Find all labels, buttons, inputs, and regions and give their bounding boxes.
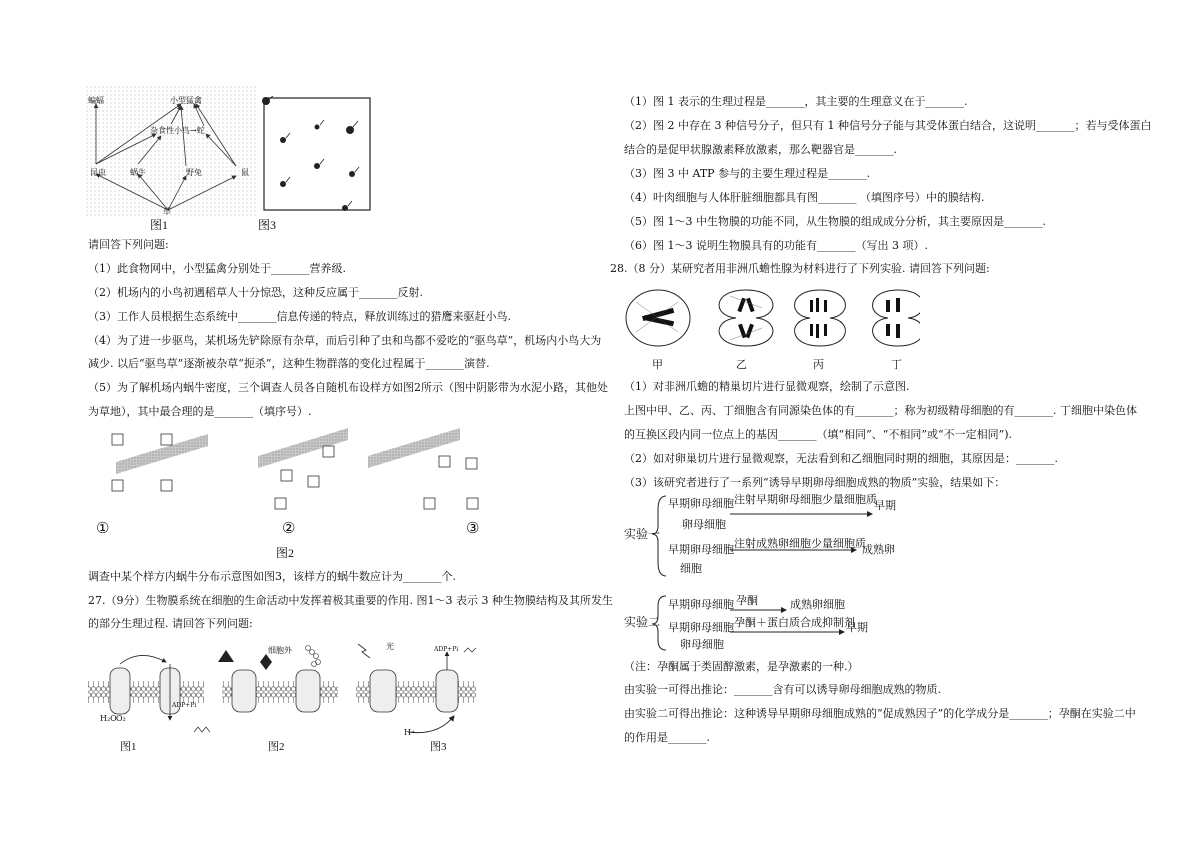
exp2-b1: 早期卵母细胞 [668, 622, 734, 634]
mem-label-o2: O₂ [116, 714, 126, 723]
mem-label-guang: 光 [386, 642, 394, 651]
fw-label-cao: 草 [163, 207, 171, 216]
mem-caption-1: 图1 [120, 741, 137, 753]
q26-4a: （4）为了进一步驱鸟，某机场先铲除原有杂草，而后引种了虫和鸟都不爱吃的“驱鸟草”，机场内小鸟大为 [88, 334, 602, 347]
q27-4: （4）叶肉细胞与人体肝脏细胞都具有图_______ （填图序号）中的膜结构. [624, 191, 985, 204]
exp-conclusion-2b: 的作用是_______. [624, 731, 710, 744]
fig1-caption: 图1 [150, 218, 169, 232]
fig2-label-2: ② [282, 521, 296, 537]
mem-label-atp: ADP+Pi [434, 645, 459, 653]
q27-5: （5）图 1～3 中生物膜的功能不同，从生物膜的组成成分分析，其主要原因是_______. [624, 215, 1046, 228]
fw-label-kunchong: 昆虫 [90, 168, 106, 177]
q28-1b: 的互换区段内同一位点上的基因_______（填“相同”、“不相同”或“不一定相同”). [624, 428, 1013, 441]
fig2-label-1: ① [96, 521, 110, 537]
fig2-label-3: ③ [466, 521, 480, 537]
fw-label-yetu: 野兔 [186, 168, 202, 177]
cell-label-jia: 甲 [652, 358, 663, 371]
q27-3: （3）图 3 中 ATP 参与的主要生理过程是_______. [624, 167, 871, 180]
q26-4b: 减少. 以后“驱鸟草”逐渐被杂草“扼杀”，这种生物群落的变化过程属于_______演替. [88, 357, 490, 370]
mem-label-h: H⁺ [404, 728, 416, 737]
exp1-b2: 成熟卵 [862, 544, 895, 556]
exp1-a3: 卵母细胞 [682, 519, 726, 531]
cell-label-ding: 丁 [891, 358, 902, 371]
fw-label-bianfu: 蝙蝠 [88, 96, 104, 105]
fig3-caption: 图3 [258, 218, 277, 232]
cell-label-yi: 乙 [736, 358, 747, 371]
q28-2: （2）如对卵巢切片进行显微观察，无法看到和乙细胞同时期的细胞，其原因是：_______. [624, 452, 1058, 465]
fig2-caption: 图2 [276, 546, 295, 560]
exp-conclusion-2a: 由实验二可得出推论：这种诱导早期卵母细胞成熟的“促成熟因子”的化学成分是_______；孕酮在实验二中 [624, 707, 1136, 720]
exp-conclusion-1: 由实验一可得出推论：_______含有可以诱导卵母细胞成熟的物质. [624, 683, 941, 696]
mem-label-adp: ADP+Pi [172, 701, 197, 709]
q26-5a: （5）为了解机场内蜗牛密度，三个调查人员各自随机布设样方如图2所示（图中阴影带为水泥小路，其他处 [88, 381, 608, 394]
cell-division-figure [620, 282, 920, 354]
exp1-a-arrow: 注射早期卵母细胞少量细胞质 [734, 494, 877, 506]
experiment-brackets [620, 490, 920, 660]
mem-label-cellwai: 细胞外 [268, 646, 292, 655]
q26-5c: 调查中某个样方内蜗牛分布示意图如图3，该样方的蜗牛数应计为_______个. [88, 570, 456, 583]
q27-2b: 结合的是促甲状腺激素释放激素，那么靶器官是_______. [624, 143, 897, 156]
exp1-a1: 早期卵母细胞 [668, 498, 734, 510]
snail-quadrat-figure [262, 96, 374, 214]
q27-1: （1）图 1 表示的生理过程是_______，其主要的生理意义在于_______. [624, 95, 968, 108]
exp2-b3: 卵母细胞 [680, 639, 724, 651]
exp1-b1: 早期卵母细胞 [668, 544, 734, 556]
q26-3: （3）工作人员根据生态系统中_______信息传递的特点，释放训练过的猎鹰来驱赶小鸟. [88, 310, 511, 323]
exp2-b2: 早期 [846, 622, 868, 634]
intro-text: 请回答下列问题: [88, 238, 169, 251]
exp2-a1: 早期卵母细胞 [668, 599, 734, 611]
exp-note: （注：孕酮属于类固醇激素，是孕激素的一种.） [624, 660, 859, 673]
cell-label-bing: 丙 [813, 358, 824, 371]
exp1-a2: 早期 [874, 500, 896, 512]
exp2-a-arrow: 孕酮 [736, 595, 758, 607]
q26-1: （1）此食物网中，小型猛禽分别处于_______营养级. [88, 262, 346, 275]
fw-label-shu: 鼠 [241, 168, 249, 177]
exp2-label: 实验二 [624, 615, 661, 629]
q26-5b: 为草地），其中最合理的是_______（填序号）. [88, 405, 312, 418]
q28-1: （1）对非洲爪蟾的精巢切片进行显微观察，绘制了示意图. [624, 380, 910, 393]
q28-stem: 28.（8 分）某研究者用非洲爪蟾性腺为材料进行了下列实验. 请回答下列问题: [610, 262, 990, 275]
mem-caption-3: 图3 [430, 741, 447, 753]
q27-6: （6）图 1～3 说明生物膜具有的功能有_______（写出 3 项）. [624, 239, 928, 252]
q28-1a: 上图中甲、乙、丙、丁细胞含有同源染色体的有_______；称为初级精母细胞的有_______. 丁细胞中染色体 [624, 404, 1137, 417]
exp2-a2: 成熟卵细胞 [790, 599, 845, 611]
exp1-label: 实验一 [624, 527, 661, 541]
mem-caption-2: 图2 [268, 741, 285, 753]
q27-stem-b: 的部分生理过程. 请回答下列问题: [88, 617, 253, 630]
q27-2a: （2）图 2 中存在 3 种信号分子，但只有 1 种信号分子能与其受体蛋白结合，这说明_______；若与受体蛋白 [624, 119, 1152, 132]
q27-stem-a: 27.（9分）生物膜系统在细胞的生命活动中发挥着极其重要的作用. 图1～3 表示 3 种生物膜结构及其所发生 [88, 594, 613, 607]
exp1-b-arrow: 注射成熟卵细胞少量细胞质 [734, 538, 866, 550]
q26-2: （2）机场内的小鸟初遇稻草人十分惊恐，这种反应属于_______反射. [88, 286, 423, 299]
fw-label-woniu: 蜗牛 [130, 168, 146, 177]
mem-label-h2o: H₂O [100, 714, 117, 723]
exp1-b3: 细胞 [680, 563, 702, 575]
fw-label-zashi: 杂食性小鸟→蛇 [150, 126, 205, 135]
fw-label-xiaoxing: 小型猛禽 [170, 96, 202, 105]
exp2-b-arrow: 孕酮＋蛋白质合成抑制剂 [734, 617, 855, 629]
q28-3: （3）该研究者进行了一系列“诱导早期卵母细胞成熟的物质”实验，结果如下： [624, 476, 1006, 489]
